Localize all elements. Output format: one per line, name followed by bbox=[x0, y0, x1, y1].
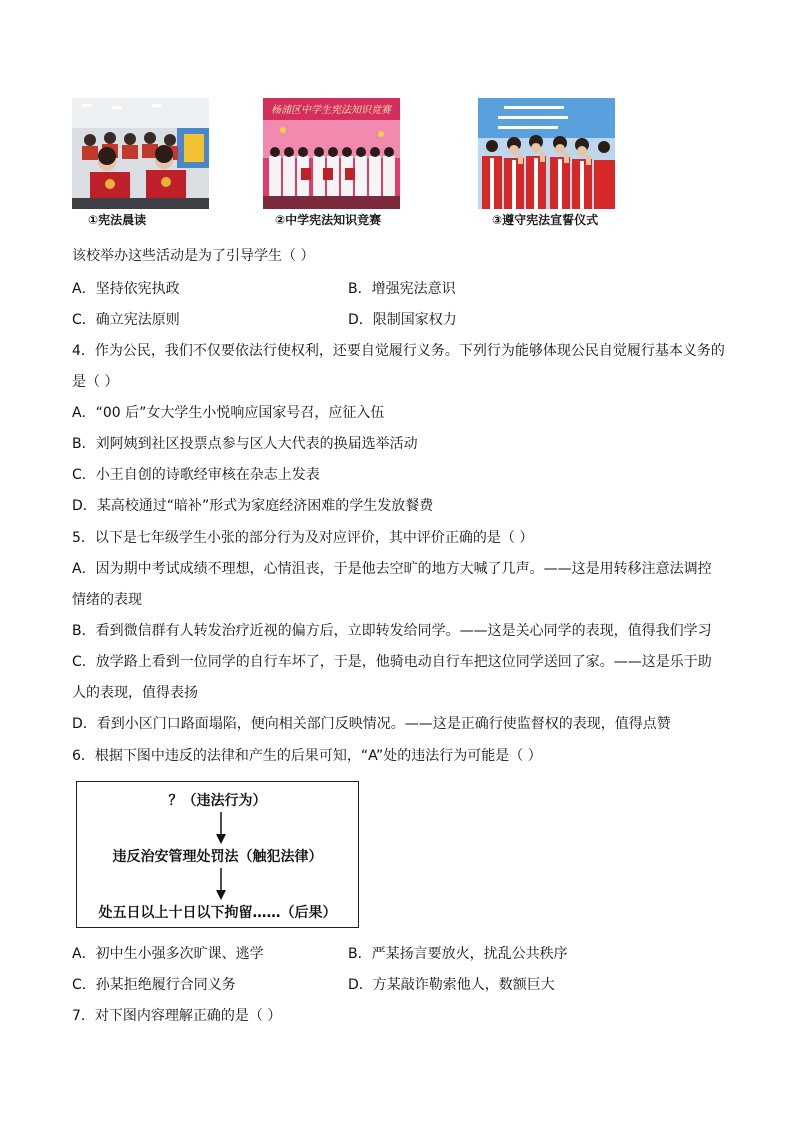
photo-classroom-reading bbox=[72, 98, 209, 209]
q7-stem: 7．对下图内容理解正确的是（ ） bbox=[72, 1008, 282, 1024]
photo-block-3 bbox=[478, 98, 615, 228]
photo-block-1 bbox=[72, 98, 209, 228]
photo-caption-3: ③遵守宪法宣誓仪式 bbox=[492, 213, 599, 227]
q6-stem: 6．根据下图中违反的法律和产生的后果可知，“A”处的违法行为可能是（ ） bbox=[72, 748, 542, 764]
photo-caption-1: ①宪法晨读 bbox=[88, 213, 147, 227]
q5-option-c[interactable]: C．放学路上看到一位同学的自行车坏了，于是，他骑电动自行车把这位同学送回了家。——这是乐于助 bbox=[72, 654, 712, 670]
photo-oath-ceremony bbox=[478, 98, 615, 209]
q4-option-c[interactable]: C．小王自创的诗歌经审核在杂志上发表 bbox=[72, 467, 320, 483]
q4-option-b[interactable]: B．刘阿姨到社区投票点参与区人大代表的换届选举活动 bbox=[72, 436, 418, 452]
photo-banner-text: 杨浦区中学生宪法知识竞赛 bbox=[271, 105, 391, 116]
q5-option-d[interactable]: D．看到小区门口路面塌陷，便向相关部门反映情况。——这是正确行使监督权的表现，值得点赞 bbox=[72, 716, 671, 732]
q6-option-c[interactable]: C．孙某拒绝履行合同义务 bbox=[72, 977, 236, 993]
q3-stem: 该校举办这些活动是为了引导学生（ ） bbox=[72, 248, 315, 264]
q4-stem-line2: 是（ ） bbox=[72, 374, 119, 390]
q6-option-a[interactable]: A．初中生小强多次旷课、逃学 bbox=[72, 946, 264, 962]
photo-block-2 bbox=[263, 98, 400, 228]
flow-step-consequence: 处五日以上十日以下拘留……（后果） bbox=[98, 905, 337, 921]
q5-option-c-cont: 人的表现，值得表扬 bbox=[72, 685, 198, 701]
q3-option-b[interactable]: B．增强宪法意识 bbox=[348, 281, 456, 297]
q5-option-a[interactable]: A．因为期中考试成绩不理想，心情沮丧，于是他去空旷的地方大喊了几声。——这是用转移注意法调控 bbox=[72, 561, 712, 577]
q5-option-b[interactable]: B．看到微信群有人转发治疗近视的偏方后，立即转发给同学。——这是关心同学的表现，值得我们学习 bbox=[72, 623, 712, 639]
q5-option-a-cont: 情绪的表现 bbox=[72, 592, 142, 608]
q3-option-a[interactable]: A．坚持依宪执政 bbox=[72, 281, 180, 297]
photo-caption-2: ②中学宪法知识竞赛 bbox=[275, 213, 382, 227]
photo-stage-competition bbox=[263, 98, 400, 209]
q6-flowchart bbox=[76, 781, 359, 928]
q3-option-c[interactable]: C．确立宪法原则 bbox=[72, 312, 180, 328]
flow-arrow-2 bbox=[216, 868, 226, 900]
flow-step-violated-law: 违反治安管理处罚法（触犯法律） bbox=[112, 849, 323, 865]
flow-arrow-1 bbox=[216, 812, 226, 844]
q6-option-b[interactable]: B．严某扬言要放火，扰乱公共秩序 bbox=[348, 946, 568, 962]
q4-stem-line1: 4．作为公民，我们不仅要依法行使权利，还要自觉履行义务。下列行为能够体现公民自觉履行基本义务的 bbox=[72, 343, 725, 359]
q4-option-a[interactable]: A．“00 后”女大学生小悦响应国家号召，应征入伍 bbox=[72, 405, 385, 421]
q6-option-d[interactable]: D．方某敲诈勒索他人，数额巨大 bbox=[348, 977, 555, 993]
q3-option-d[interactable]: D．限制国家权力 bbox=[348, 312, 457, 328]
q5-stem: 5．以下是七年级学生小张的部分行为及对应评价，其中评价正确的是（ ） bbox=[72, 530, 534, 546]
flow-step-illegal-act: ？（违法行为） bbox=[168, 793, 267, 809]
q4-option-d[interactable]: D．某高校通过“暗补”形式为家庭经济困难的学生发放餐费 bbox=[72, 498, 434, 514]
